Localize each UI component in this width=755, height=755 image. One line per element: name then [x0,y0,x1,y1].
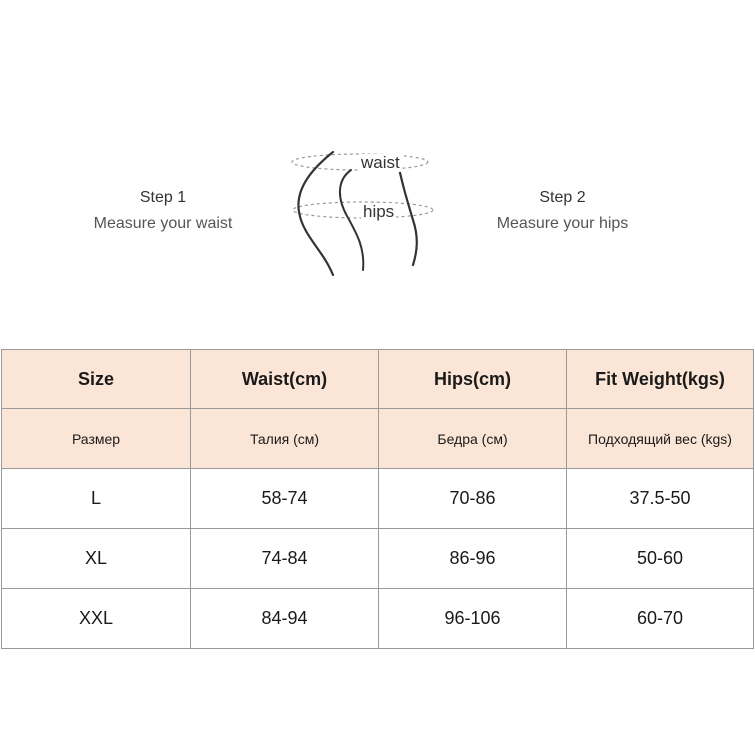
header-fit-weight-ru: Подходящий вес (kgs) [567,409,754,469]
size-chart-table [1,349,754,649]
header-size-ru: Размер [2,409,191,469]
header-row-russian [2,409,754,469]
cell-waist: 74-84 [191,529,379,589]
step-1 [78,189,248,233]
cell-waist: 84-94 [191,589,379,649]
hips-label: hips [363,202,395,221]
table-row [2,589,754,649]
header-waist: Waist(cm) [191,350,379,409]
body-measurement-figure [285,140,435,280]
header-hips-ru: Бедра (см) [379,409,567,469]
cell-waist: 58-74 [191,469,379,529]
step-2-title: Step 2 [539,189,586,206]
header-waist-ru: Талия (см) [191,409,379,469]
cell-size: XXL [2,589,191,649]
step-1-description: Measure your waist [93,215,233,232]
cell-hips: 96-106 [379,589,567,649]
header-row-english [2,350,754,409]
cell-size: XL [2,529,191,589]
header-fit-weight: Fit Weight(kgs) [567,350,754,409]
cell-size: L [2,469,191,529]
waist-label: waist [361,153,400,172]
header-size: Size [2,350,191,409]
cell-fit-weight: 50-60 [567,529,754,589]
cell-hips: 70-86 [379,469,567,529]
table-row [2,529,754,589]
step-2-description: Measure your hips [496,215,629,232]
cell-fit-weight: 37.5-50 [567,469,754,529]
cell-hips: 86-96 [379,529,567,589]
step-2 [480,189,645,233]
header-hips: Hips(cm) [379,350,567,409]
table-row [2,469,754,529]
step-1-title: Step 1 [139,189,187,206]
cell-fit-weight: 60-70 [567,589,754,649]
